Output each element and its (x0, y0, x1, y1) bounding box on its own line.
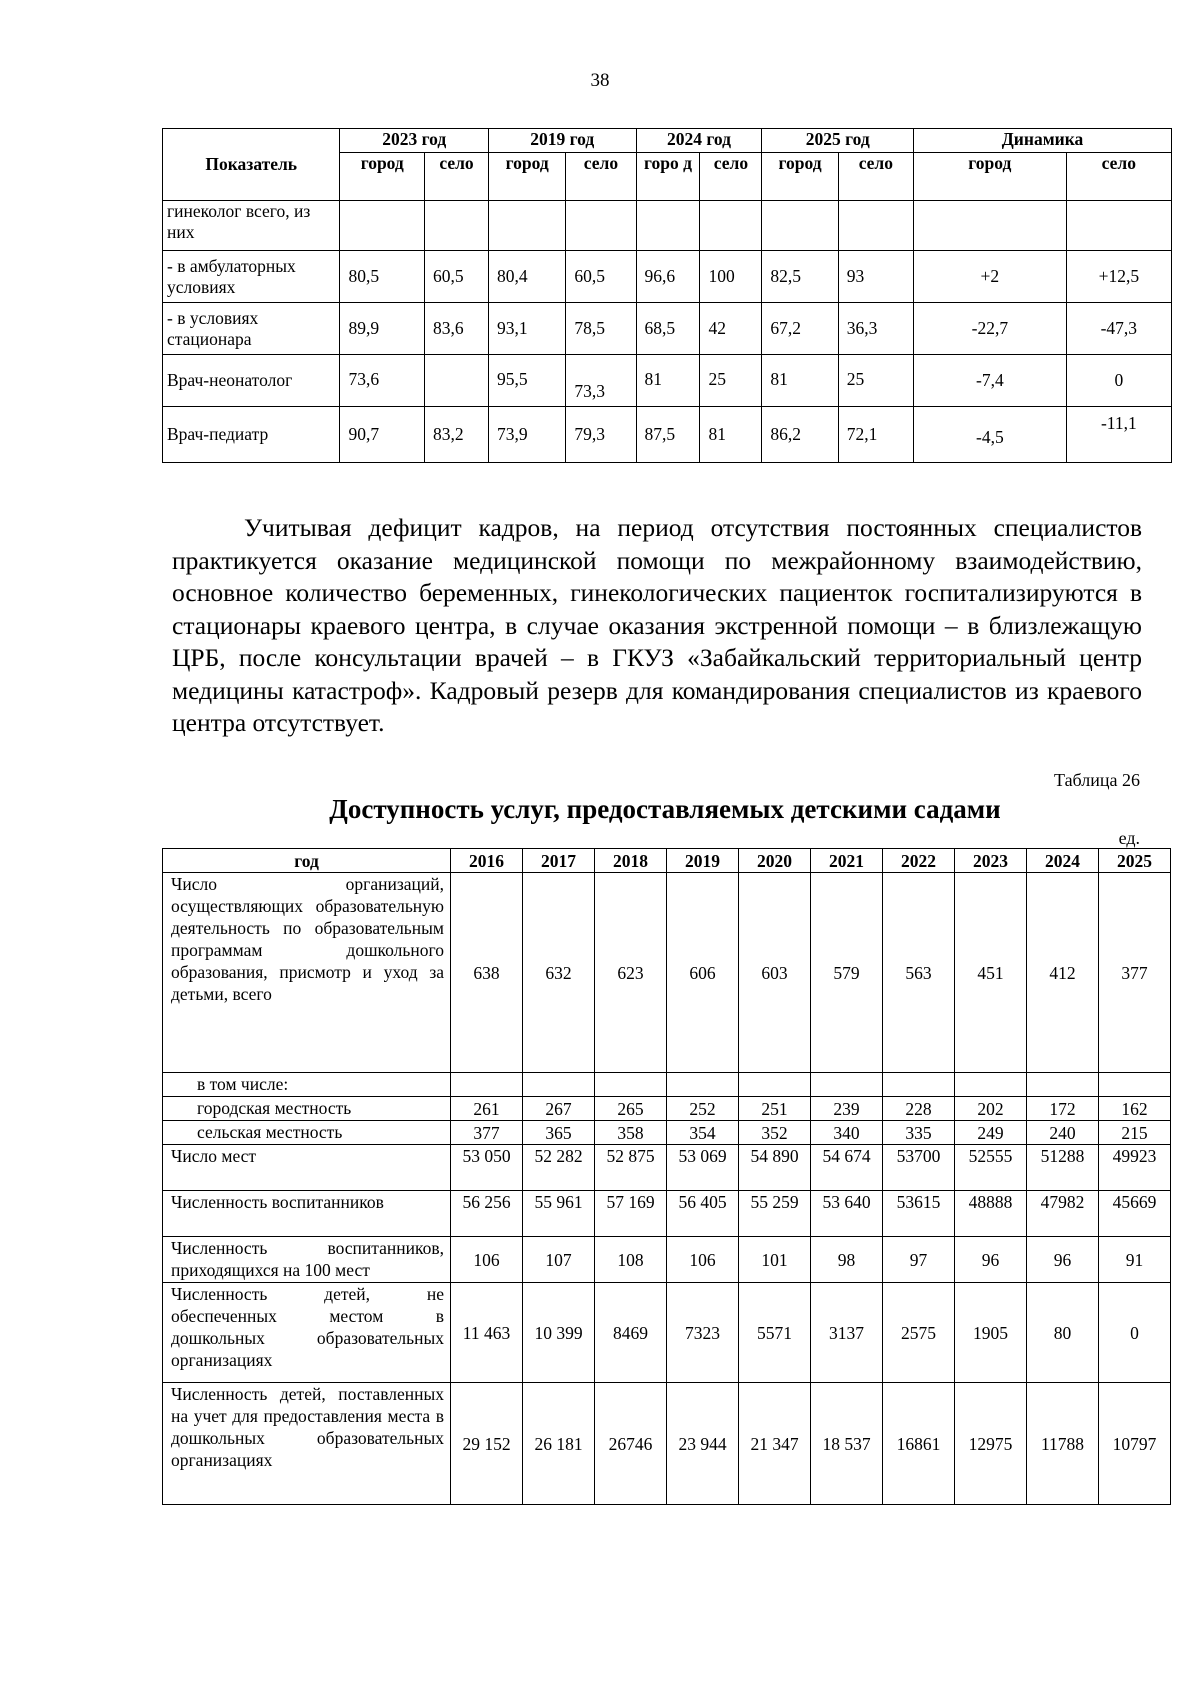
table-cell: 10 399 (523, 1283, 595, 1383)
table-cell: 73,3 (566, 355, 636, 407)
year-header: 2025 (1099, 849, 1171, 873)
table-cell: 82,5 (762, 251, 838, 303)
table-cell: 11 463 (451, 1283, 523, 1383)
table-cell: 606 (667, 873, 739, 1073)
table-cell: 47982 (1027, 1191, 1099, 1237)
sub-header: село (425, 153, 489, 201)
table-cell (1099, 1073, 1171, 1097)
year-header: 2023 (955, 849, 1027, 873)
table-cell: 12975 (955, 1383, 1027, 1505)
year-header: 2025 год (762, 129, 914, 153)
table-cell: 228 (883, 1097, 955, 1121)
table-cell: 26 181 (523, 1383, 595, 1505)
table-cell: -47,3 (1066, 303, 1171, 355)
table-cell: 73,6 (340, 355, 425, 407)
table-cell: 87,5 (636, 407, 700, 463)
table-cell (955, 1073, 1027, 1097)
table-cell: 53700 (883, 1145, 955, 1191)
table-cell: 60,5 (566, 251, 636, 303)
table-row (163, 873, 1171, 1073)
dynamics-header: Динамика (914, 129, 1172, 153)
table-cell: 83,2 (425, 407, 489, 463)
table-cell: 352 (739, 1121, 811, 1145)
table-row (163, 1237, 1171, 1283)
table-cell (425, 201, 489, 251)
table-cell: 251 (739, 1097, 811, 1121)
sub-header: село (700, 153, 762, 201)
table-cell: -11,1 (1066, 407, 1171, 463)
body-paragraph: Учитывая дефицит кадров, на период отсутствия постоянных специалистов практикуется оказание медицинской помощи по межрайонному взаимодействию, основное количество беременных, гинекологических пациенток госпитализируются в стационары краевого центра, в случае оказания экстренной помощи – в близлежащую ЦРБ, после консультации врачей – в ГКУЗ «Забайкальский территориальный центр медицины катастроф». Кадровый резерв для командирования специалистов из краевого центра отсутствует. (172, 513, 1142, 737)
table-cell: 60,5 (425, 251, 489, 303)
table-cell: 11788 (1027, 1383, 1099, 1505)
year-header: 2021 (811, 849, 883, 873)
year-header: 2020 (739, 849, 811, 873)
row-label: Число организаций, осуществляющих образовательную деятельность по образовательным программам дошкольного образования, присмотр и уход за детьми, всего (163, 873, 451, 1073)
table-cell: 95,5 (489, 355, 566, 407)
table-cell (838, 201, 913, 251)
table-row (163, 303, 1172, 355)
table-cell (523, 1073, 595, 1097)
year-header: 2019 год (489, 129, 637, 153)
table-cell: 358 (595, 1121, 667, 1145)
table-cell: 7323 (667, 1283, 739, 1383)
table-cell (914, 201, 1067, 251)
table-cell: 56 256 (451, 1191, 523, 1237)
table-cell: 57 169 (595, 1191, 667, 1237)
sub-header: село (838, 153, 913, 201)
table-cell: 365 (523, 1121, 595, 1145)
table-cell (451, 1073, 523, 1097)
table-cell: 81 (636, 355, 700, 407)
table-cell: 26746 (595, 1383, 667, 1505)
year-header: 2016 (451, 849, 523, 873)
row-label: Численность воспитанников (163, 1191, 451, 1237)
table-cell: 21 347 (739, 1383, 811, 1505)
table-cell: 90,7 (340, 407, 425, 463)
table-cell (425, 355, 489, 407)
table-cell (762, 201, 838, 251)
table-cell: 52555 (955, 1145, 1027, 1191)
table-row (163, 1191, 1171, 1237)
table-cell: -4,5 (914, 407, 1067, 463)
units-label: ед. (1118, 828, 1140, 848)
year-header: 2023 год (340, 129, 489, 153)
table-cell: 96 (955, 1237, 1027, 1283)
year-label-header: год (163, 849, 451, 873)
table-cell: 56 405 (667, 1191, 739, 1237)
table-cell: 261 (451, 1097, 523, 1121)
table-cell: 93 (838, 251, 913, 303)
table-cell: 16861 (883, 1383, 955, 1505)
table-cell: -22,7 (914, 303, 1067, 355)
table-cell: 96 (1027, 1237, 1099, 1283)
row-label: - в амбулаторных условиях (163, 251, 340, 303)
table-cell: 2575 (883, 1283, 955, 1383)
year-header: 2024 (1027, 849, 1099, 873)
page-number: 38 (590, 70, 610, 91)
table-row (163, 1121, 1171, 1145)
sub-header: город (489, 153, 566, 201)
table-cell: 3137 (811, 1283, 883, 1383)
table-cell: 53 050 (451, 1145, 523, 1191)
kindergarten-table (162, 848, 1171, 1505)
table-cell: 25 (838, 355, 913, 407)
table-cell: 80,4 (489, 251, 566, 303)
table-row (163, 1097, 1171, 1121)
table-cell: 162 (1099, 1097, 1171, 1121)
table-cell: 83,6 (425, 303, 489, 355)
table-cell: 51288 (1027, 1145, 1099, 1191)
table-cell: 451 (955, 873, 1027, 1073)
sub-header: горо д (636, 153, 700, 201)
table-cell: 0 (1099, 1283, 1171, 1383)
table-cell: 101 (739, 1237, 811, 1283)
table-cell: 36,3 (838, 303, 913, 355)
row-label: - в условиях стационара (163, 303, 340, 355)
table-cell: 623 (595, 873, 667, 1073)
table-cell: 252 (667, 1097, 739, 1121)
table-cell: 239 (811, 1097, 883, 1121)
table-cell: 108 (595, 1237, 667, 1283)
table-cell: 68,5 (636, 303, 700, 355)
table-cell: 25 (700, 355, 762, 407)
table-cell: 52 282 (523, 1145, 595, 1191)
table-cell: 335 (883, 1121, 955, 1145)
table-cell (489, 201, 566, 251)
table-cell: 377 (451, 1121, 523, 1145)
table-cell: +12,5 (1066, 251, 1171, 303)
table-row (163, 251, 1172, 303)
table-cell: 96,6 (636, 251, 700, 303)
indicator-header: Показатель (163, 129, 340, 201)
sub-header: село (1066, 153, 1171, 201)
table-cell: 106 (667, 1237, 739, 1283)
table-cell: 52 875 (595, 1145, 667, 1191)
table-row (163, 407, 1172, 463)
table-cell: 86,2 (762, 407, 838, 463)
table-cell: 80,5 (340, 251, 425, 303)
row-label: Врач-педиатр (163, 407, 340, 463)
table-cell: 354 (667, 1121, 739, 1145)
table-cell: 5571 (739, 1283, 811, 1383)
table-cell: 93,1 (489, 303, 566, 355)
table-cell: 72,1 (838, 407, 913, 463)
table-cell: 78,5 (566, 303, 636, 355)
table-row (163, 1283, 1171, 1383)
table-cell: 172 (1027, 1097, 1099, 1121)
table-cell: 89,9 (340, 303, 425, 355)
table-cell: 8469 (595, 1283, 667, 1383)
year-header: 2024 год (636, 129, 762, 153)
table-cell (667, 1073, 739, 1097)
staffing-table (162, 128, 1172, 463)
table-cell: 53 069 (667, 1145, 739, 1191)
year-header: 2018 (595, 849, 667, 873)
table-cell: 563 (883, 873, 955, 1073)
table-row (163, 1383, 1171, 1505)
row-label: в том числе: (163, 1073, 451, 1097)
sub-header: город (340, 153, 425, 201)
year-header: 2022 (883, 849, 955, 873)
table-cell: 412 (1027, 873, 1099, 1073)
table-caption: Таблица 26 (1054, 770, 1140, 790)
table-cell: 53 640 (811, 1191, 883, 1237)
sub-header: город (914, 153, 1067, 201)
table-cell (1066, 201, 1171, 251)
row-label: Число мест (163, 1145, 451, 1191)
table-cell (566, 201, 636, 251)
table-cell: 100 (700, 251, 762, 303)
table-cell (739, 1073, 811, 1097)
table-cell: 53615 (883, 1191, 955, 1237)
table-cell: 267 (523, 1097, 595, 1121)
table-cell: 45669 (1099, 1191, 1171, 1237)
sub-header: город (762, 153, 838, 201)
table-cell: 106 (451, 1237, 523, 1283)
table-cell: 215 (1099, 1121, 1171, 1145)
table-cell: 240 (1027, 1121, 1099, 1145)
table-row (163, 1145, 1171, 1191)
year-header: 2019 (667, 849, 739, 873)
table-title: Доступность услуг, предоставляемых детскими садами (329, 794, 1001, 824)
table-cell (595, 1073, 667, 1097)
table-cell: 23 944 (667, 1383, 739, 1505)
table-cell: 98 (811, 1237, 883, 1283)
table-cell (340, 201, 425, 251)
row-label: городская местность (163, 1097, 451, 1121)
table-cell: 10797 (1099, 1383, 1171, 1505)
table-cell: 265 (595, 1097, 667, 1121)
table-cell: 603 (739, 873, 811, 1073)
table-cell: 29 152 (451, 1383, 523, 1505)
table-cell: 80 (1027, 1283, 1099, 1383)
row-label: Врач-неонатолог (163, 355, 340, 407)
table-cell: 54 890 (739, 1145, 811, 1191)
table-cell: 73,9 (489, 407, 566, 463)
row-label: сельская местность (163, 1121, 451, 1145)
table-cell: 377 (1099, 873, 1171, 1073)
table-cell (883, 1073, 955, 1097)
table-cell (1027, 1073, 1099, 1097)
table-cell: 91 (1099, 1237, 1171, 1283)
table-cell (811, 1073, 883, 1097)
table-cell: 55 961 (523, 1191, 595, 1237)
table-cell: 67,2 (762, 303, 838, 355)
row-label: Численность детей, не обеспеченных местом в дошкольных образовательных организациях (163, 1283, 451, 1383)
table-cell: 1905 (955, 1283, 1027, 1383)
table-cell: 579 (811, 873, 883, 1073)
table-cell: 42 (700, 303, 762, 355)
table-cell: 81 (700, 407, 762, 463)
table-cell: 79,3 (566, 407, 636, 463)
table-row (163, 355, 1172, 407)
table-cell: 48888 (955, 1191, 1027, 1237)
table-cell: 55 259 (739, 1191, 811, 1237)
table-cell: 202 (955, 1097, 1027, 1121)
row-label: гинеколог всего, из них (163, 201, 340, 251)
table-row (163, 201, 1172, 251)
table-cell: 49923 (1099, 1145, 1171, 1191)
table-cell (700, 201, 762, 251)
table-cell: 81 (762, 355, 838, 407)
table-cell: 340 (811, 1121, 883, 1145)
row-label: Численность детей, поставленных на учет для предоставления места в дошкольных образовательных организациях (163, 1383, 451, 1505)
table-cell: +2 (914, 251, 1067, 303)
table-cell (636, 201, 700, 251)
table-cell: 18 537 (811, 1383, 883, 1505)
table-cell: -7,4 (914, 355, 1067, 407)
sub-header: село (566, 153, 636, 201)
table-row (163, 1073, 1171, 1097)
table-cell: 249 (955, 1121, 1027, 1145)
table-cell: 97 (883, 1237, 955, 1283)
table-cell: 638 (451, 873, 523, 1073)
year-header: 2017 (523, 849, 595, 873)
table-cell: 632 (523, 873, 595, 1073)
table-cell: 0 (1066, 355, 1171, 407)
table-cell: 54 674 (811, 1145, 883, 1191)
table-cell: 107 (523, 1237, 595, 1283)
row-label: Численность воспитанников, приходящихся на 100 мест (163, 1237, 451, 1283)
